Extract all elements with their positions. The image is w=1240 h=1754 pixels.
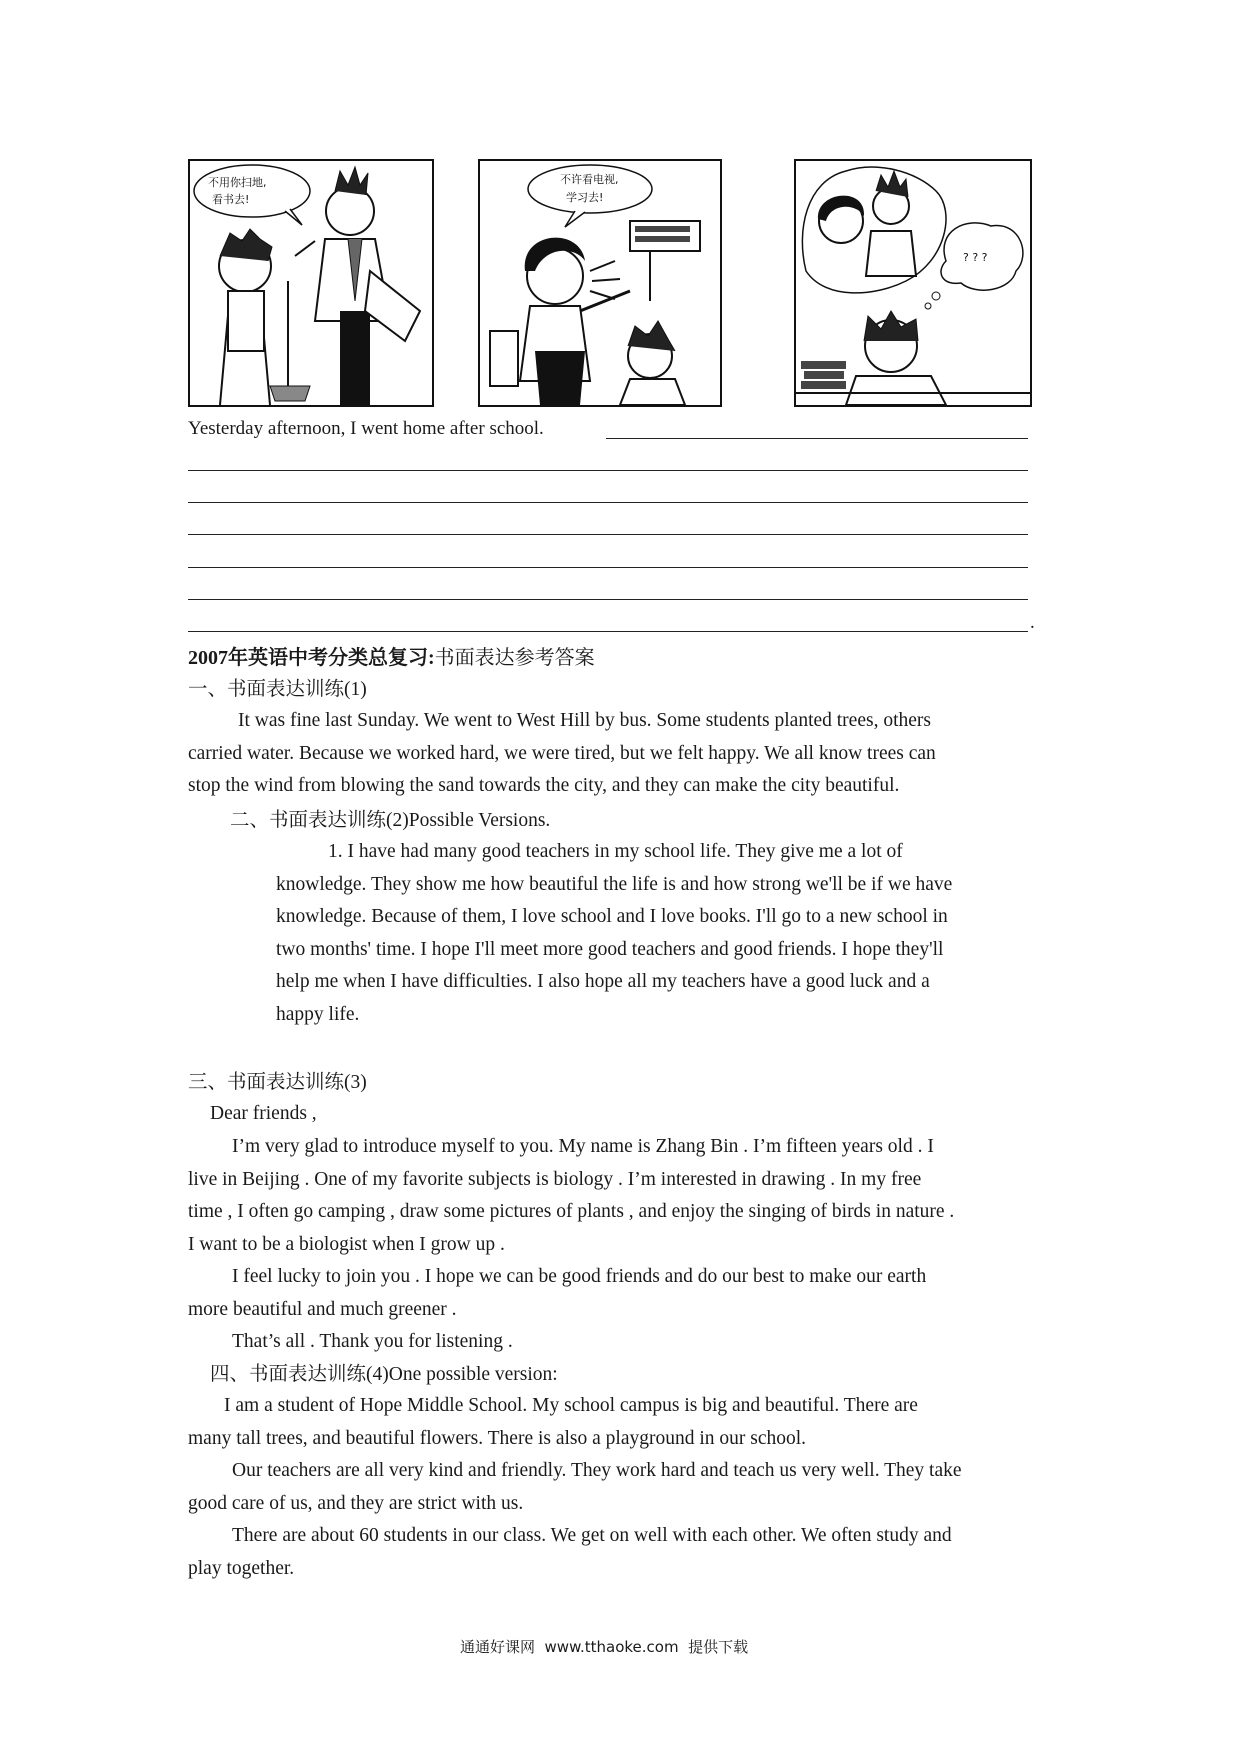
comic-panel-3 [794, 159, 1032, 407]
section-1-line: carried water. Because we worked hard, we were tired, but we felt happy. We all know trees can [188, 742, 936, 764]
page-footer: 通通好课网 www.tthaoke.com 提供下载 [460, 1638, 749, 1656]
comic-drawing-1 [190, 161, 432, 405]
section-3-line: I’m very glad to introduce myself to you. My name is Zhang Bin . I’m fifteen years old . I [232, 1136, 934, 1157]
section-3-line: I feel lucky to join you . I hope we can be good friends and do our best to make our earth [232, 1266, 927, 1287]
section-2-line: happy life. [276, 1003, 360, 1025]
section-3-line: more beautiful and much greener . [188, 1298, 457, 1320]
section-2-line: 1. I have had many good teachers in my school life. They give me a lot of [328, 841, 903, 862]
writing-line-6[interactable] [188, 599, 1028, 600]
answer-title [188, 641, 595, 670]
section-4-line: There are about 60 students in our class. We get on well with each other. We often study and [232, 1525, 952, 1546]
writing-prompt-text: Yesterday afternoon, I went home after school. [188, 418, 544, 439]
answer-title-bold: 2007年英语中考分类总复习: [188, 647, 435, 669]
bubble-line-1a: 不用你扫地, [208, 176, 267, 189]
section-2-line: two months' time. I hope I'll meet more good teachers and good friends. I hope they'll [276, 938, 944, 960]
bubble-line-2a: 不许看电视, [560, 173, 619, 186]
section-2-paragraph [276, 836, 1058, 1031]
section-1-paragraph [188, 705, 1058, 803]
comic-panel-2 [478, 159, 722, 407]
answer-title-rest: 书面表达参考答案 [434, 647, 595, 669]
writing-line-2[interactable] [188, 470, 1028, 471]
section-2-line: help me when I have difficulties. I also hope all my teachers have a good luck and a [276, 971, 930, 992]
section-4-line: play together. [188, 1557, 295, 1579]
bubble-line-2b: 学习去! [566, 191, 604, 204]
writing-line-5[interactable] [188, 567, 1028, 568]
comic-drawing-3 [796, 161, 1030, 405]
writing-line-4[interactable] [188, 534, 1028, 535]
writing-line-7[interactable] [188, 631, 1028, 632]
comic-drawing-2 [480, 161, 720, 405]
section-4-paragraph-2 [188, 1455, 1058, 1520]
section-2-heading: 二、书面表达训练(2)Possible Versions. [230, 810, 551, 831]
comic-panel-1 [188, 159, 434, 407]
section-4-line: Our teachers are all very kind and friendly. They work hard and teach us very well. They take [232, 1460, 962, 1481]
bubble-line-1b: 看书去! [212, 193, 250, 206]
section-3-paragraph-1 [188, 1131, 1058, 1261]
section-1-line: It was fine last Sunday. We went to West Hill by bus. Some students planted trees, others [238, 710, 931, 731]
section-3-closing: That’s all . Thank you for listening . [232, 1331, 513, 1352]
section-3-line: I want to be a biologist when I grow up . [188, 1233, 505, 1255]
writing-line-1[interactable] [606, 438, 1028, 439]
section-1-line: stop the wind from blowing the sand towards the city, and they can make the city beautiful. [188, 775, 900, 796]
section-3-greeting: Dear friends , [210, 1103, 317, 1124]
section-3-line: live in Beijing . One of my favorite subjects is biology . I’m interested in drawing . In my free [188, 1168, 922, 1190]
section-4-line: good care of us, and they are strict with us. [188, 1492, 524, 1514]
writing-line-3[interactable] [188, 502, 1028, 503]
writing-end-mark: . [1030, 612, 1035, 633]
section-1-heading: 一、书面表达训练(1) [188, 679, 367, 700]
section-4-line: I am a student of Hope Middle School. My school campus is big and beautiful. There are [224, 1395, 918, 1416]
section-4-heading: 四、书面表达训练(4)One possible version: [210, 1364, 558, 1385]
writing-prompt [188, 418, 544, 440]
section-4-paragraph-1 [188, 1390, 1058, 1455]
section-4-paragraph-3 [188, 1520, 1058, 1585]
section-2-line: knowledge. They show me how beautiful the life is and how strong we'll be if we have [276, 873, 953, 895]
section-3-paragraph-2 [188, 1261, 1058, 1326]
section-4-line: many tall trees, and beautiful flowers. There is also a playground in our school. [188, 1427, 807, 1449]
section-2-line: knowledge. Because of them, I love school and I love books. I'll go to a new school in [276, 906, 948, 927]
section-3-heading: 三、书面表达训练(3) [188, 1072, 367, 1093]
bubble-line-3a: ? ? ? [963, 251, 988, 264]
section-3-line: time , I often go camping , draw some pictures of plants , and enjoy the singing of birds in nature . [188, 1201, 955, 1222]
